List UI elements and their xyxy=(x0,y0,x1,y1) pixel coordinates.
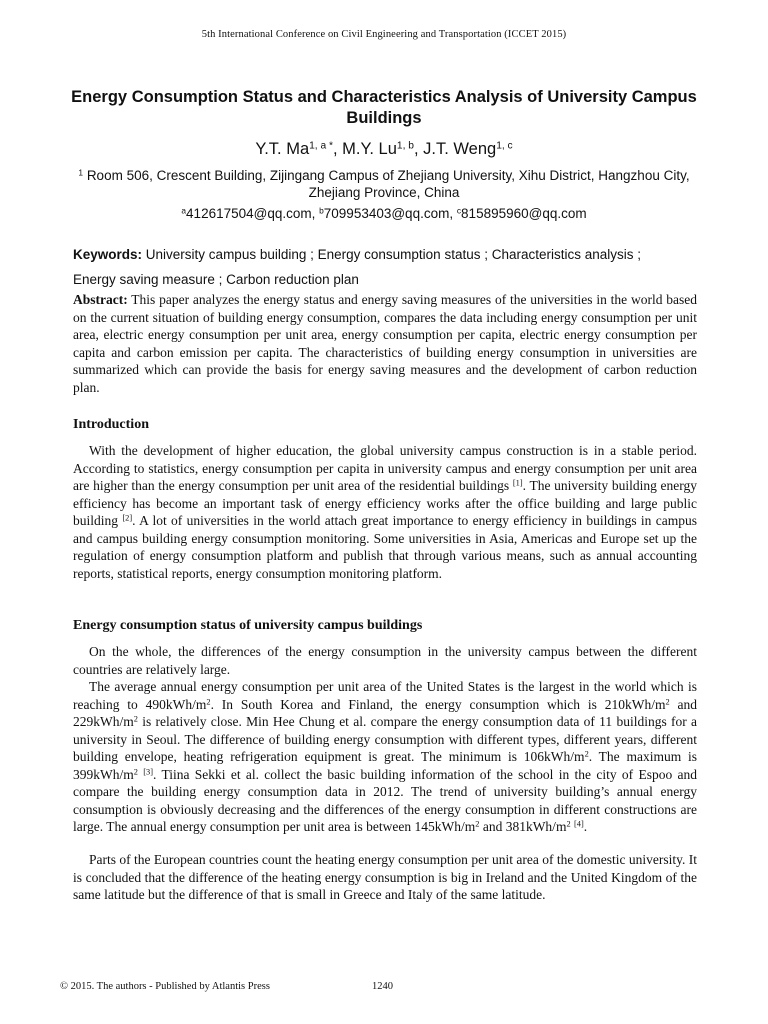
text-run: . The university building energy efficiency has become an important task of energy efficiency works after the office building and large public building xyxy=(73,478,698,528)
copyright-notice: © 2015. The authors - Published by Atlantis Press xyxy=(60,981,270,992)
exponent: 2 xyxy=(133,714,138,724)
text-run: and 229kWh/m xyxy=(73,696,697,729)
email-mark: c xyxy=(456,205,462,216)
affiliation-text: Room 506, Crescent Building, Zijingang Campus of Zhejiang University, Xihu District, Hangzhou City, Zhejiang Province, China xyxy=(86,168,690,200)
exponent: 2 xyxy=(133,766,138,776)
text-run: . The maximum is 399kWh/m xyxy=(73,749,697,782)
citation-ref: [2] xyxy=(122,513,133,523)
abstract xyxy=(73,291,697,396)
paper-title: Energy Consumption Status and Characteristics Analysis of University Campus Buildings xyxy=(71,88,697,127)
author-affiliation-mark: 1, c xyxy=(496,140,513,152)
email-address: 815895960@qq.com xyxy=(461,206,587,221)
text-run: and 381kWh/m xyxy=(479,819,567,834)
intro-paragraph xyxy=(73,442,697,582)
affiliation-mark: 1 xyxy=(78,167,84,178)
exponent: 2 xyxy=(475,819,480,829)
email-address: 709953403@qq.com xyxy=(323,206,450,221)
keywords-text: University campus building ; Energy consumption status ; Characteristics analysis ; xyxy=(145,247,642,262)
author-name: J.T. Weng xyxy=(423,140,497,158)
author-name: M.Y. Lu xyxy=(342,140,397,158)
exponent: 2 xyxy=(206,696,211,706)
text-run: . xyxy=(583,819,588,834)
keywords-line-2: Energy saving measure ; Carbon reduction plan xyxy=(73,272,359,287)
conference-header: 5th International Conference on Civil Engineering and Transportation (ICCET 2015) xyxy=(201,29,567,40)
author-affiliation-mark: 1, b xyxy=(396,140,414,152)
abstract-label: Abstract: xyxy=(73,292,128,307)
section-heading-energy-status: Energy consumption status of university campus buildings xyxy=(73,618,423,633)
email-mark: a xyxy=(181,205,187,216)
exponent: 2 xyxy=(566,819,571,829)
author-affiliation-mark: 1, a * xyxy=(309,140,333,152)
text-run: . A lot of universities in the world attach great importance to energy efficiency in buildings in campus and campus building energy consumption monitoring. Some universities in Asia, Americas and Europe set up the regulation of energy consumption platform and publish that through various means, such as annual accounting reports, statistical reports, energy consumption monitoring platform. xyxy=(73,513,698,581)
page-number: 1240 xyxy=(372,981,393,992)
author-list: Y.T. $Ma^{1, a *}$, M.Y. Lu$^{1, b}$, J.T. Weng$^{1, c}$ xyxy=(255,140,513,158)
citation-ref: [4] xyxy=(574,819,584,829)
section2-paragraph-3: Parts of the European countries count the heating energy consumption per unit area of the domestic university. It is concluded that the difference of the heating energy consumption is big in Ireland and the United Kingdom of the same latitude but the difference of that is small in Greece and Italy of the same latitude. xyxy=(73,852,697,902)
keywords-line-1 xyxy=(73,247,697,262)
abstract-text: This paper analyzes the energy status and energy saving measures of the universities in the world based on the current situation of building energy consumption, compares the data including energy consumption per unit area, electric energy consumption per unit area, energy consumption per capita, electric energy consumption per capita and carbon emission per capita. The characteristics of building energy consumption in universities are summarized which can provide the basis for energy saving measures and the development of carbon reduction plan. xyxy=(73,292,697,395)
exponent: 2 xyxy=(584,749,589,759)
author-name: Y.T. Ma xyxy=(255,140,310,158)
text-run: The average annual energy consumption per unit area of the United States is the largest in the world which is reaching to 490kWh/m xyxy=(73,679,697,712)
keywords-label: Keywords: xyxy=(73,247,143,262)
citation-ref: [3] xyxy=(143,766,153,776)
citation-ref: [1] xyxy=(512,478,523,488)
text-run: . In South Korea and Finland, the energy consumption which is 210kWh/m xyxy=(210,696,666,712)
email-list: $^a$412617504@qq.com, $^b$709953403@qq.com, $^c$815895960@qq.com xyxy=(181,205,587,221)
exponent: 2 xyxy=(665,696,670,706)
text-run: . Tiina Sekki et al. collect the basic building information of the school in the city of Espoo and compare the building energy consumption data in 2012. The trend of university building’s annual energy consumption is obviously decreasing and the differences of the energy consumption in different constructions are large. The annual energy consumption per unit area is between 145kWh/m xyxy=(73,766,697,834)
email-address: 412617504@qq.com xyxy=(186,206,312,221)
section2-paragraph-1: On the whole, the differences of the energy consumption in the university campus between the different countries are relatively large. xyxy=(73,644,697,677)
text-run: With the development of higher education, the global university campus construction is in a stable period. According to statistics, energy consumption per capita in university campus and energy consumption per unit area are higher than the energy consumption per unit area of the residential buildings xyxy=(73,443,697,493)
section-heading-introduction: Introduction xyxy=(73,417,149,432)
affiliation xyxy=(70,167,698,201)
section2-paragraph-2 xyxy=(73,678,697,836)
email-mark: b xyxy=(319,205,324,216)
text-run: is relatively close. Min Hee Chung et al. compare the energy consumption data of 11 buildings for a university in Seoul. The difference of building energy consumption with different types, different years, different building envelope, heating refrigeration equipment is great. The minimum is 106kWh/m xyxy=(73,714,697,764)
